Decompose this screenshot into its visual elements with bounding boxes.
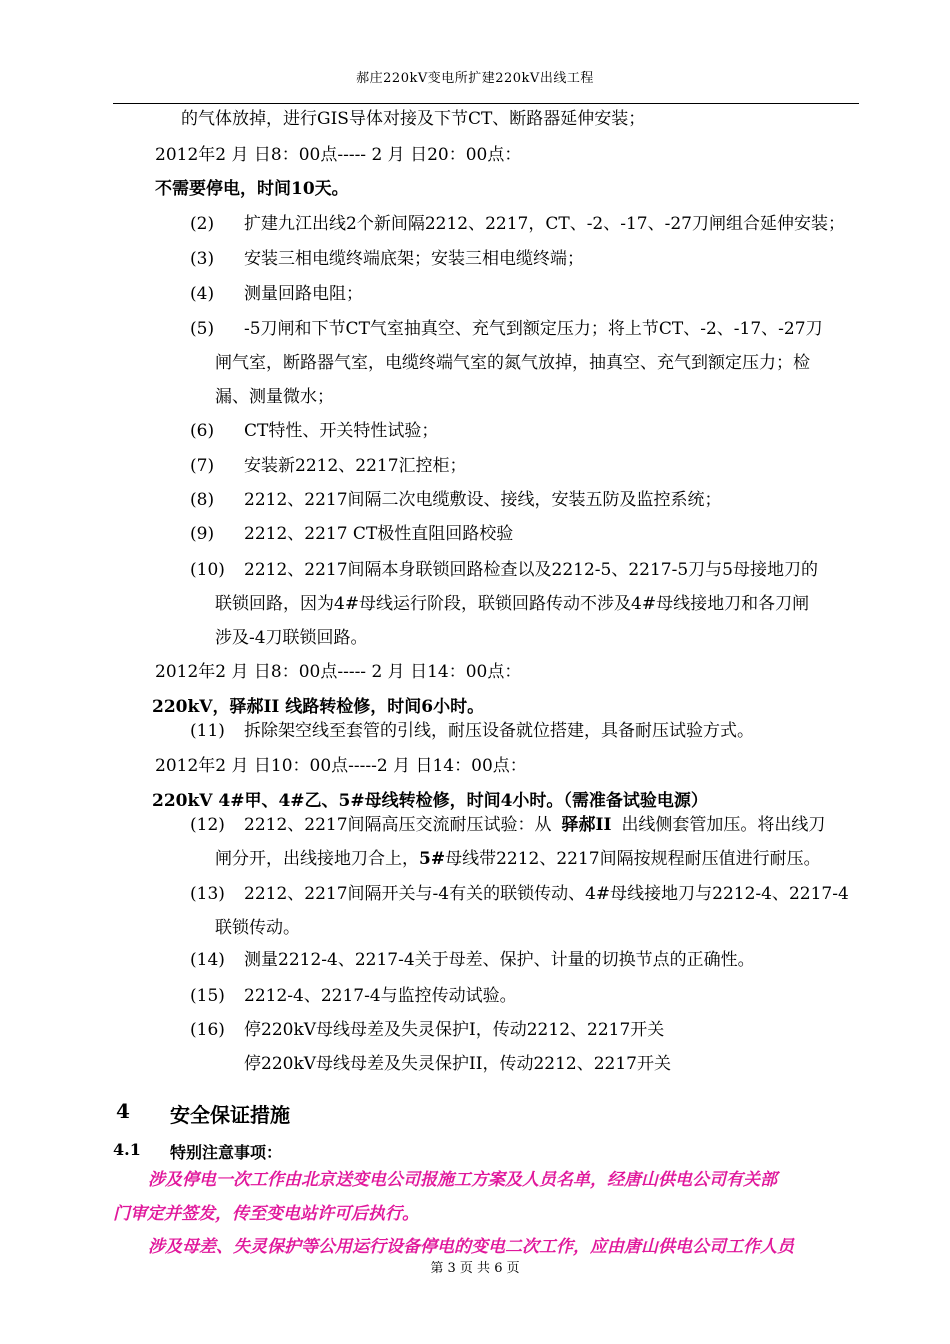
list-item-10-cont: 联锁回路，因为4#母线运行阶段，联锁回路传动不涉及4#母线接地刀和各刀闸 xyxy=(215,594,810,614)
item-text: 测量回路电阻； xyxy=(244,284,363,304)
section-4-number: 4 xyxy=(116,1099,130,1123)
list-item-7 xyxy=(190,456,467,476)
item-text: 安装三相电缆终端底架；安装三相电缆终端； xyxy=(244,249,584,269)
item-text: 停220kV母线母差及失灵保护I，传动2212、2217开关 xyxy=(244,1020,665,1040)
item-number: (16) xyxy=(190,1020,225,1040)
item-text: 测量2212-4、2217-4关于母差、保护、计量的切换节点的正确性。 xyxy=(244,950,755,970)
item-text-bold: 5# xyxy=(419,849,446,869)
list-item-6 xyxy=(190,421,438,441)
item-text: 2212、2217间隔本身联锁回路检查以及2212-5、2217-5刀与5母接地刀的 xyxy=(244,560,818,580)
item-number: (2) xyxy=(190,214,215,234)
list-item-8 xyxy=(190,490,722,510)
list-item-4 xyxy=(190,284,363,304)
list-item-10-cont: 涉及-4刀联锁回路。 xyxy=(215,628,368,648)
item-text: 2212、2217 CT极性直阻回路校验 xyxy=(244,524,514,544)
note-line: 涉及母差、失灵保护等公用运行设备停电的变电二次工作，应由唐山供电公司工作人员 xyxy=(148,1237,794,1257)
item-text: -5刀闸和下节CT气室抽真空、充气到额定压力；将上节CT、-2、-17、-27刀 xyxy=(244,319,823,339)
section-4-1-title: 特别注意事项： xyxy=(170,1143,283,1162)
list-item-5-cont: 漏、测量微水； xyxy=(215,387,334,407)
item-number: (11) xyxy=(190,721,225,741)
list-item-13 xyxy=(190,884,849,904)
item-text: 扩建九江出线2个新间隔2212、2217，CT、-2、-17、-27刀闸组合延伸安装； xyxy=(244,214,846,234)
item-number: (4) xyxy=(190,284,215,304)
stage-summary-3: 220kV 4#甲、4#乙、5#母线转检修，时间4小时。（需准备试验电源） xyxy=(152,791,708,811)
list-item-16-cont: 停220kV母线母差及失灵保护II，传动2212、2217开关 xyxy=(244,1054,671,1074)
list-item-12-cont xyxy=(215,849,821,869)
item-text: 安装新2212、2217汇控柜； xyxy=(244,456,467,476)
list-item-12 xyxy=(190,815,825,835)
list-item-5 xyxy=(190,319,823,339)
item-number: (3) xyxy=(190,249,215,269)
note-line: 涉及停电一次工作由北京送变电公司报施工方案及人员名单，经唐山供电公司有关部 xyxy=(148,1170,777,1190)
time-line-3: 2012年2 月 日10：00点-----2 月 日14：00点： xyxy=(155,756,527,776)
list-item-3 xyxy=(190,249,584,269)
list-item-9 xyxy=(190,524,513,544)
time-line-2: 2012年2 月 日8：00点----- 2 月 日14：00点： xyxy=(155,662,522,682)
note-line: 门审定并签发，传至变电站许可后执行。 xyxy=(113,1204,419,1224)
header-rule xyxy=(113,103,859,104)
item-number: (8) xyxy=(190,490,215,510)
item-number: (7) xyxy=(190,456,215,476)
item-number: (10) xyxy=(190,560,225,580)
item-text: CT特性、开关特性试验； xyxy=(244,421,439,441)
list-item-14 xyxy=(190,950,755,970)
list-item-11 xyxy=(190,721,754,741)
list-item-5-cont: 闸气室，断路器气室，电缆终端气室的氮气放掉，抽真空、充气到额定压力；检 xyxy=(215,353,810,373)
section-4-title: 安全保证措施 xyxy=(170,1103,290,1127)
item-number: (13) xyxy=(190,884,225,904)
item-text-bold: 驿郝II xyxy=(561,815,612,835)
item-text: 2212-4、2217-4与监控传动试验。 xyxy=(244,986,517,1006)
list-item-2 xyxy=(190,214,845,234)
item-number: (14) xyxy=(190,950,225,970)
item-number: (12) xyxy=(190,815,225,835)
page-footer: 第 3 页 共 6 页 xyxy=(430,1261,520,1276)
stage-summary-2: 220kV，驿郝II 线路转检修，时间6小时。 xyxy=(152,697,485,717)
item-text: 拆除架空线至套管的引线，耐压设备就位搭建，具备耐压试验方式。 xyxy=(244,721,754,741)
item-text: 母线带2212、2217间隔按规程耐压值进行耐压。 xyxy=(445,849,821,869)
list-item-10 xyxy=(190,560,818,580)
list-item-16 xyxy=(190,1020,664,1040)
stage-summary-1: 不需要停电，时间10天。 xyxy=(155,179,349,199)
list-item-15 xyxy=(190,986,517,1006)
item-number: (9) xyxy=(190,524,215,544)
list-item-13-cont: 联锁传动。 xyxy=(215,918,300,938)
item-text: 出线侧套管加压。将出线刀 xyxy=(621,815,826,835)
para-line: 的气体放掉，进行GIS导体对接及下节CT、断路器延伸安装； xyxy=(181,109,646,129)
time-line-1: 2012年2 月 日8：00点----- 2 月 日20：00点： xyxy=(155,145,522,165)
item-number: (15) xyxy=(190,986,225,1006)
item-text: 2212、2217间隔高压交流耐压试验：从 xyxy=(244,815,552,835)
item-text: 闸分开，出线接地刀合上， xyxy=(215,849,419,869)
section-4-1-number: 4.1 xyxy=(113,1140,141,1159)
item-number: (6) xyxy=(190,421,215,441)
item-text: 2212、2217间隔开关与-4有关的联锁传动、4#母线接地刀与2212-4、2217-4 xyxy=(244,884,849,904)
page-header-title: 郝庄220kV变电所扩建220kV出线工程 xyxy=(356,71,594,86)
item-text: 2212、2217间隔二次电缆敷设、接线，安装五防及监控系统； xyxy=(244,490,722,510)
item-number: (5) xyxy=(190,319,215,339)
